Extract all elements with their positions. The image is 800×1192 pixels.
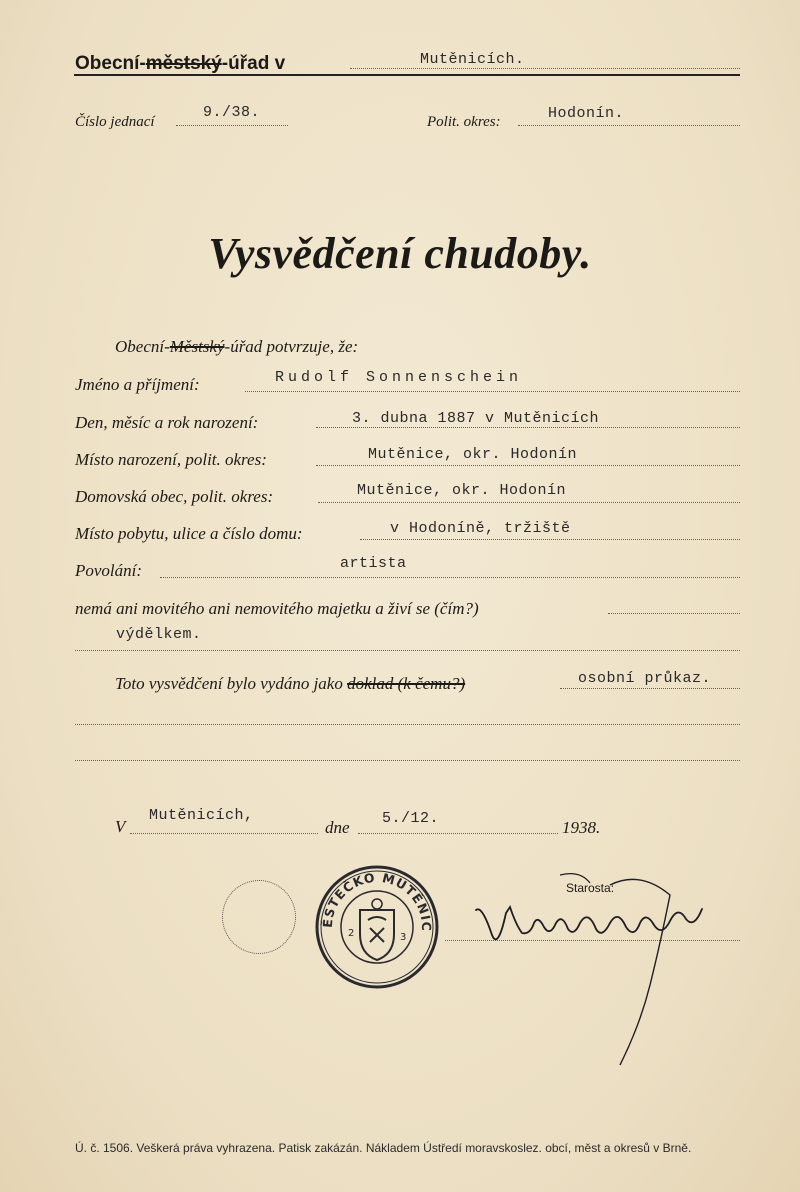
birthplace-value: Mutěnice, okr. Hodonín (368, 446, 578, 463)
birthdate-label: Den, měsíc a rok narození: (75, 413, 259, 432)
name-value: Rudolf Sonnenschein (275, 369, 523, 386)
occupation-label: Povolání: (75, 561, 143, 580)
occupation-value: artista (340, 555, 407, 572)
office-prefix: Obecní- (75, 53, 146, 74)
purpose-line (560, 688, 740, 689)
home-municipality-line (318, 502, 740, 503)
place-line (130, 833, 318, 834)
document-title: Vysvědčení chudoby. (208, 229, 592, 278)
assets-text: nemá ani movitého ani nemovitého majetku a živí se (čím?) (75, 599, 479, 618)
blank-line-2 (75, 760, 740, 761)
district-label: Polit. okres: (427, 114, 501, 130)
district-value: Hodonín. (548, 105, 625, 122)
svg-text:MĚSTEČKO MUTĚNICE (312, 862, 434, 932)
place-prefix: V (115, 817, 126, 836)
header-rule (74, 74, 740, 76)
home-municipality-value: Mutěnice, okr. Hodonín (357, 482, 567, 499)
name-label: Jméno a příjmení: (75, 375, 200, 394)
purpose-struck: doklad (k čemu?) (347, 674, 466, 693)
residence-label: Místo pobytu, ulice a číslo domu: (75, 524, 303, 543)
birthplace-label: Místo narození, polit. okres: (75, 450, 267, 469)
purpose-value: osobní průkaz. (578, 670, 712, 687)
place-value: Mutěnicích, (149, 807, 254, 824)
seal-graphic (312, 862, 442, 992)
intro-struck: Městský (169, 337, 225, 356)
date-label: dne (325, 818, 350, 837)
stamp-placeholder-circle (222, 880, 296, 954)
printer-imprint: Ú. č. 1506. Veškerá práva vyhrazena. Patisk zakázán. Nákladem Ústředí moravskoslez. obcí, měst a okresů v Brně. (75, 1141, 692, 1155)
purpose-text (115, 674, 465, 694)
ref-line (176, 125, 288, 126)
office-place-value: Mutěnicích. (420, 51, 525, 68)
assets-line-1 (608, 613, 740, 614)
assets-line-2 (75, 650, 740, 651)
seal-left-number: 2 (348, 928, 355, 939)
office-suffix: -úřad v (221, 53, 286, 74)
mayor-label: Starosta: (566, 881, 615, 895)
ref-label: Číslo jednací (75, 114, 155, 130)
name-line (245, 391, 740, 392)
residence-value: v Hodoníně, tržiště (390, 520, 571, 537)
birthdate-line (316, 427, 740, 428)
occupation-line (160, 577, 740, 578)
birthplace-line (316, 465, 740, 466)
intro-text (115, 337, 358, 357)
office-heading (75, 53, 285, 75)
blank-line-1 (75, 724, 740, 725)
date-value: 5./12. (382, 810, 440, 827)
residence-line (360, 539, 740, 540)
purpose-prefix: Toto vysvědčení bylo vydáno jako (115, 674, 343, 693)
intro-prefix: Obecní- (115, 337, 170, 356)
office-struck: městský (145, 53, 222, 74)
municipal-seal (312, 862, 442, 992)
assets-value: výdělkem. (116, 626, 202, 643)
year-value: 1938. (562, 818, 601, 837)
district-line (518, 125, 740, 126)
ref-value: 9./38. (203, 104, 261, 121)
office-place-line (350, 68, 740, 69)
intro-suffix: -úřad potvrzuje, že: (224, 337, 359, 356)
date-line (358, 833, 558, 834)
home-municipality-label: Domovská obec, polit. okres: (75, 487, 274, 506)
seal-right-number: 3 (400, 932, 407, 943)
seal-text: ĚSTEČKO MUTĚNIC (319, 869, 435, 932)
birthdate-value: 3. dubna 1887 v Mutěnicích (352, 410, 600, 427)
mayor-signature (470, 865, 730, 1075)
